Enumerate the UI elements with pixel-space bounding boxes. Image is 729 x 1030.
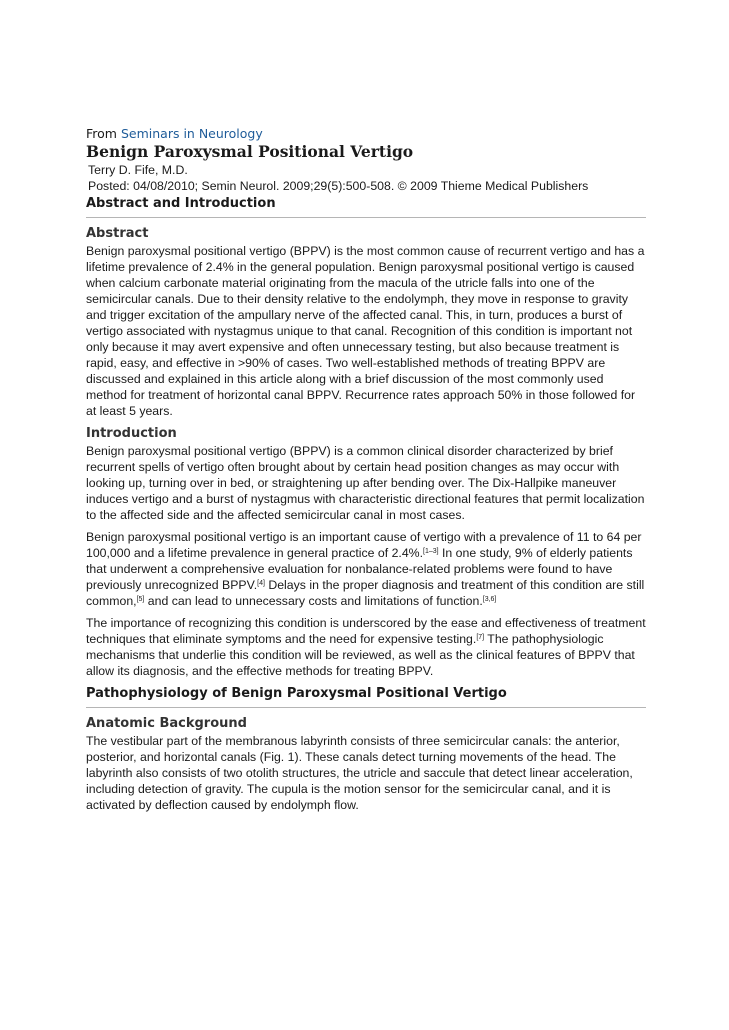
source-line	[86, 126, 646, 142]
journal-link[interactable]: Seminars in Neurology	[120, 126, 263, 141]
section-heading-abstract-introduction: Abstract and Introduction	[86, 195, 646, 218]
intro-paragraph-3: The importance of recognizing this condition is underscored by the ease and effectiveness of treatment techniques that eliminate symptoms and the need for expensive testing.[7] The pathophysiologic mechanisms that underlie this condition will be reviewed, as well as the clinical features of BPPV that allow its diagnosis, and the effective methods for treating BPPV.	[86, 616, 646, 678]
citation: [1–3]	[423, 548, 439, 555]
article-title: Benign Paroxysmal Positional Vertigo	[86, 142, 414, 161]
abstract-paragraph: Benign paroxysmal positional vertigo (BPPV) is the most common cause of recurrent vertigo and has a lifetime prevalence of 2.4% in the general population. Benign paroxysmal positional vertigo is caused when calcium carbonate material originating from the macula of the utricle falls into one of the semicircular canals. Due to their density relative to the endolymph, they move in response to gravity and trigger excitation of the ampullary nerve of the affected canal. This, in turn, produces a burst of vertigo associated with nystagmus unique to that canal. Recognition of this condition is important not only because it may avert expensive and often unnecessary testing, but also because treatment is rapid, easy, and effective in >90% of cases. Two well-established methods of treating BPPV are discussed and explained in this article along with a brief discussion of the most commonly used method for treatment of horizontal canal BPPV. Recurrence rates approach 50% in those followed for at least 5 years.	[86, 244, 645, 418]
citation: [3,6]	[482, 596, 497, 603]
intro-paragraph-1: Benign paroxysmal positional vertigo (BPPV) is a common clinical disorder characterized by brief recurrent spells of vertigo often brought about by certain head position changes as may occur with looking up, turning over in bed, or straightening up after bending over. The Dix-Hallpike maneuver induces vertigo and a burst of nystagmus with characteristic directional features that permit localization to the affected side and the affected semicircular canal in most cases.	[86, 444, 645, 522]
anatomic-paragraph: The vestibular part of the membranous labyrinth consists of three semicircular canals: the anterior, posterior, and horizontal canals (Fig. 1). These canals detect turning movements of the head. The labyrinth also consists of two otolith structures, the utricle and saccule that detect linear acceleration, including detection of gravity. The cupula is the motion sensor for the semicircular canal, and it is activated by deflection caused by endolymph flow.	[86, 734, 633, 812]
citation: [4]	[257, 580, 265, 587]
heading-anatomic-background: Anatomic Background	[86, 716, 247, 731]
heading-abstract: Abstract	[86, 226, 149, 241]
heading-introduction: Introduction	[86, 426, 177, 441]
article	[86, 126, 646, 819]
citation: [5]	[136, 596, 145, 603]
posted-info: Posted: 04/08/2010; Semin Neurol. 2009;29(5):500-508. © 2009 Thieme Medical Publishers	[88, 179, 589, 193]
author: Terry D. Fife, M.D.	[88, 163, 188, 177]
citation: [7]	[476, 634, 485, 641]
intro-paragraph-2: Benign paroxysmal positional vertigo is an important cause of vertigo with a prevalence of 11 to 64 per 100,000 and a lifetime prevalence in general practice of 2.4%.[1–3] In one study, 9% of elderly patients that underwent a comprehensive evaluation for nonbalance-related problems were found to have previously unrecognized BPPV.[4] Delays in the proper diagnosis and treatment of this condition are still common,[5] and can lead to unnecessary costs and limitations of function.[3,6]	[86, 530, 645, 608]
section-heading-pathophysiology: Pathophysiology of Benign Paroxysmal Positional Vertigo	[86, 685, 646, 708]
from-label: From	[86, 126, 117, 141]
